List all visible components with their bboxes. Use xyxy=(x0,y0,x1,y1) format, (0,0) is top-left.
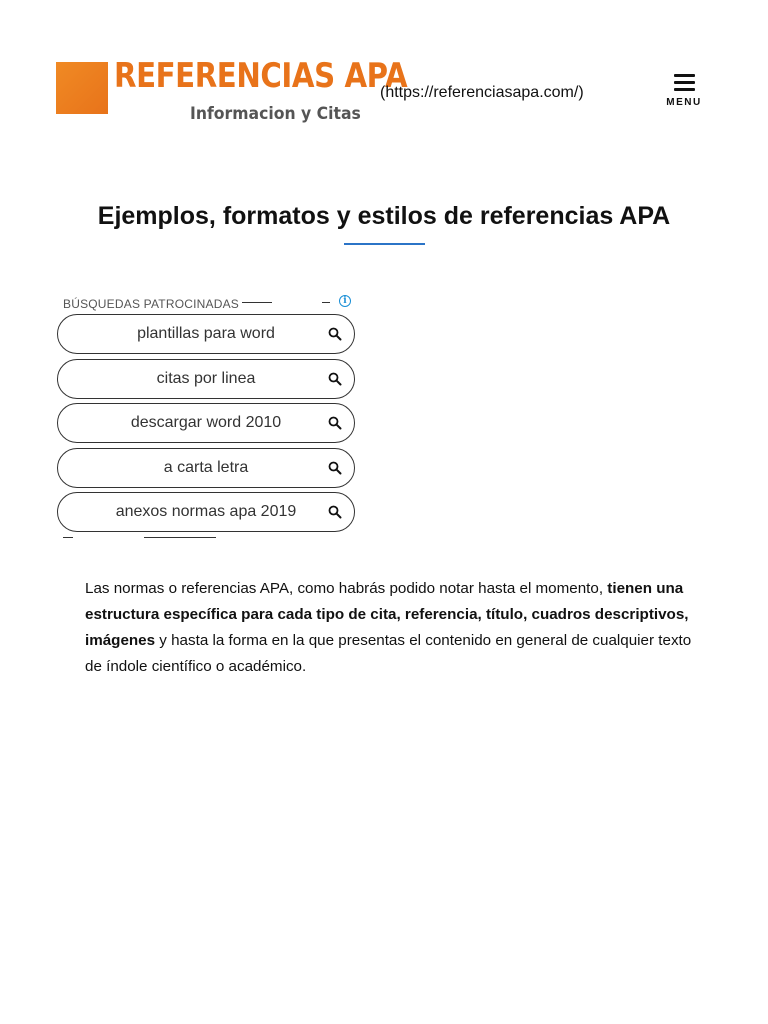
sponsored-search-item[interactable] xyxy=(57,403,355,443)
article-paragraph xyxy=(85,576,695,680)
ad-divider xyxy=(242,302,272,303)
ad-divider xyxy=(63,537,73,538)
search-icon xyxy=(328,505,342,519)
title-underline xyxy=(344,243,425,245)
info-icon[interactable]: i xyxy=(339,295,351,307)
search-icon xyxy=(328,461,342,475)
search-icon xyxy=(328,327,342,341)
search-item-label: citas por linea xyxy=(156,369,256,387)
logo-subtitle[interactable]: Informacion y Citas xyxy=(190,104,361,124)
hamburger-icon xyxy=(674,74,695,95)
logo-url-text[interactable]: (https://referenciasapa.com/) xyxy=(380,84,584,101)
ad-divider xyxy=(144,537,216,538)
sponsored-search-item[interactable] xyxy=(57,448,355,488)
search-item-label: plantillas para word xyxy=(137,325,275,342)
search-item-label: anexos normas apa 2019 xyxy=(115,503,297,520)
site-header xyxy=(0,0,768,150)
menu-label: MENU xyxy=(666,97,702,108)
ad-divider xyxy=(322,302,330,303)
search-icon xyxy=(328,416,342,430)
search-item-label: a carta letra xyxy=(163,458,249,476)
paragraph-text: Las normas o referencias APA, como habrás podido notar hasta el momento, xyxy=(85,580,608,597)
search-icon xyxy=(328,372,342,386)
search-item-label: descargar word 2010 xyxy=(130,414,282,431)
sponsored-search-item[interactable] xyxy=(57,492,355,532)
sponsored-label: BÚSQUEDAS PATROCINADAS xyxy=(63,297,239,311)
logo-square[interactable] xyxy=(56,62,108,114)
sponsored-search-item[interactable] xyxy=(57,359,355,399)
logo-title[interactable]: REFERENCIAS APA xyxy=(114,56,408,96)
menu-button[interactable] xyxy=(664,72,704,112)
paragraph-text: y hasta la forma en la que presentas el contenido en general de cualquier texto de índole científico o académico. xyxy=(85,632,692,675)
paragraph-bold-text: tienen una estructura específica para cada tipo de cita, referencia, título, cuadros descriptivos, imágenes xyxy=(85,580,689,649)
sponsored-search-list xyxy=(57,314,355,537)
sponsored-search-item[interactable] xyxy=(57,314,355,354)
page-title: Ejemplos, formatos y estilos de referencias APA xyxy=(97,202,671,230)
